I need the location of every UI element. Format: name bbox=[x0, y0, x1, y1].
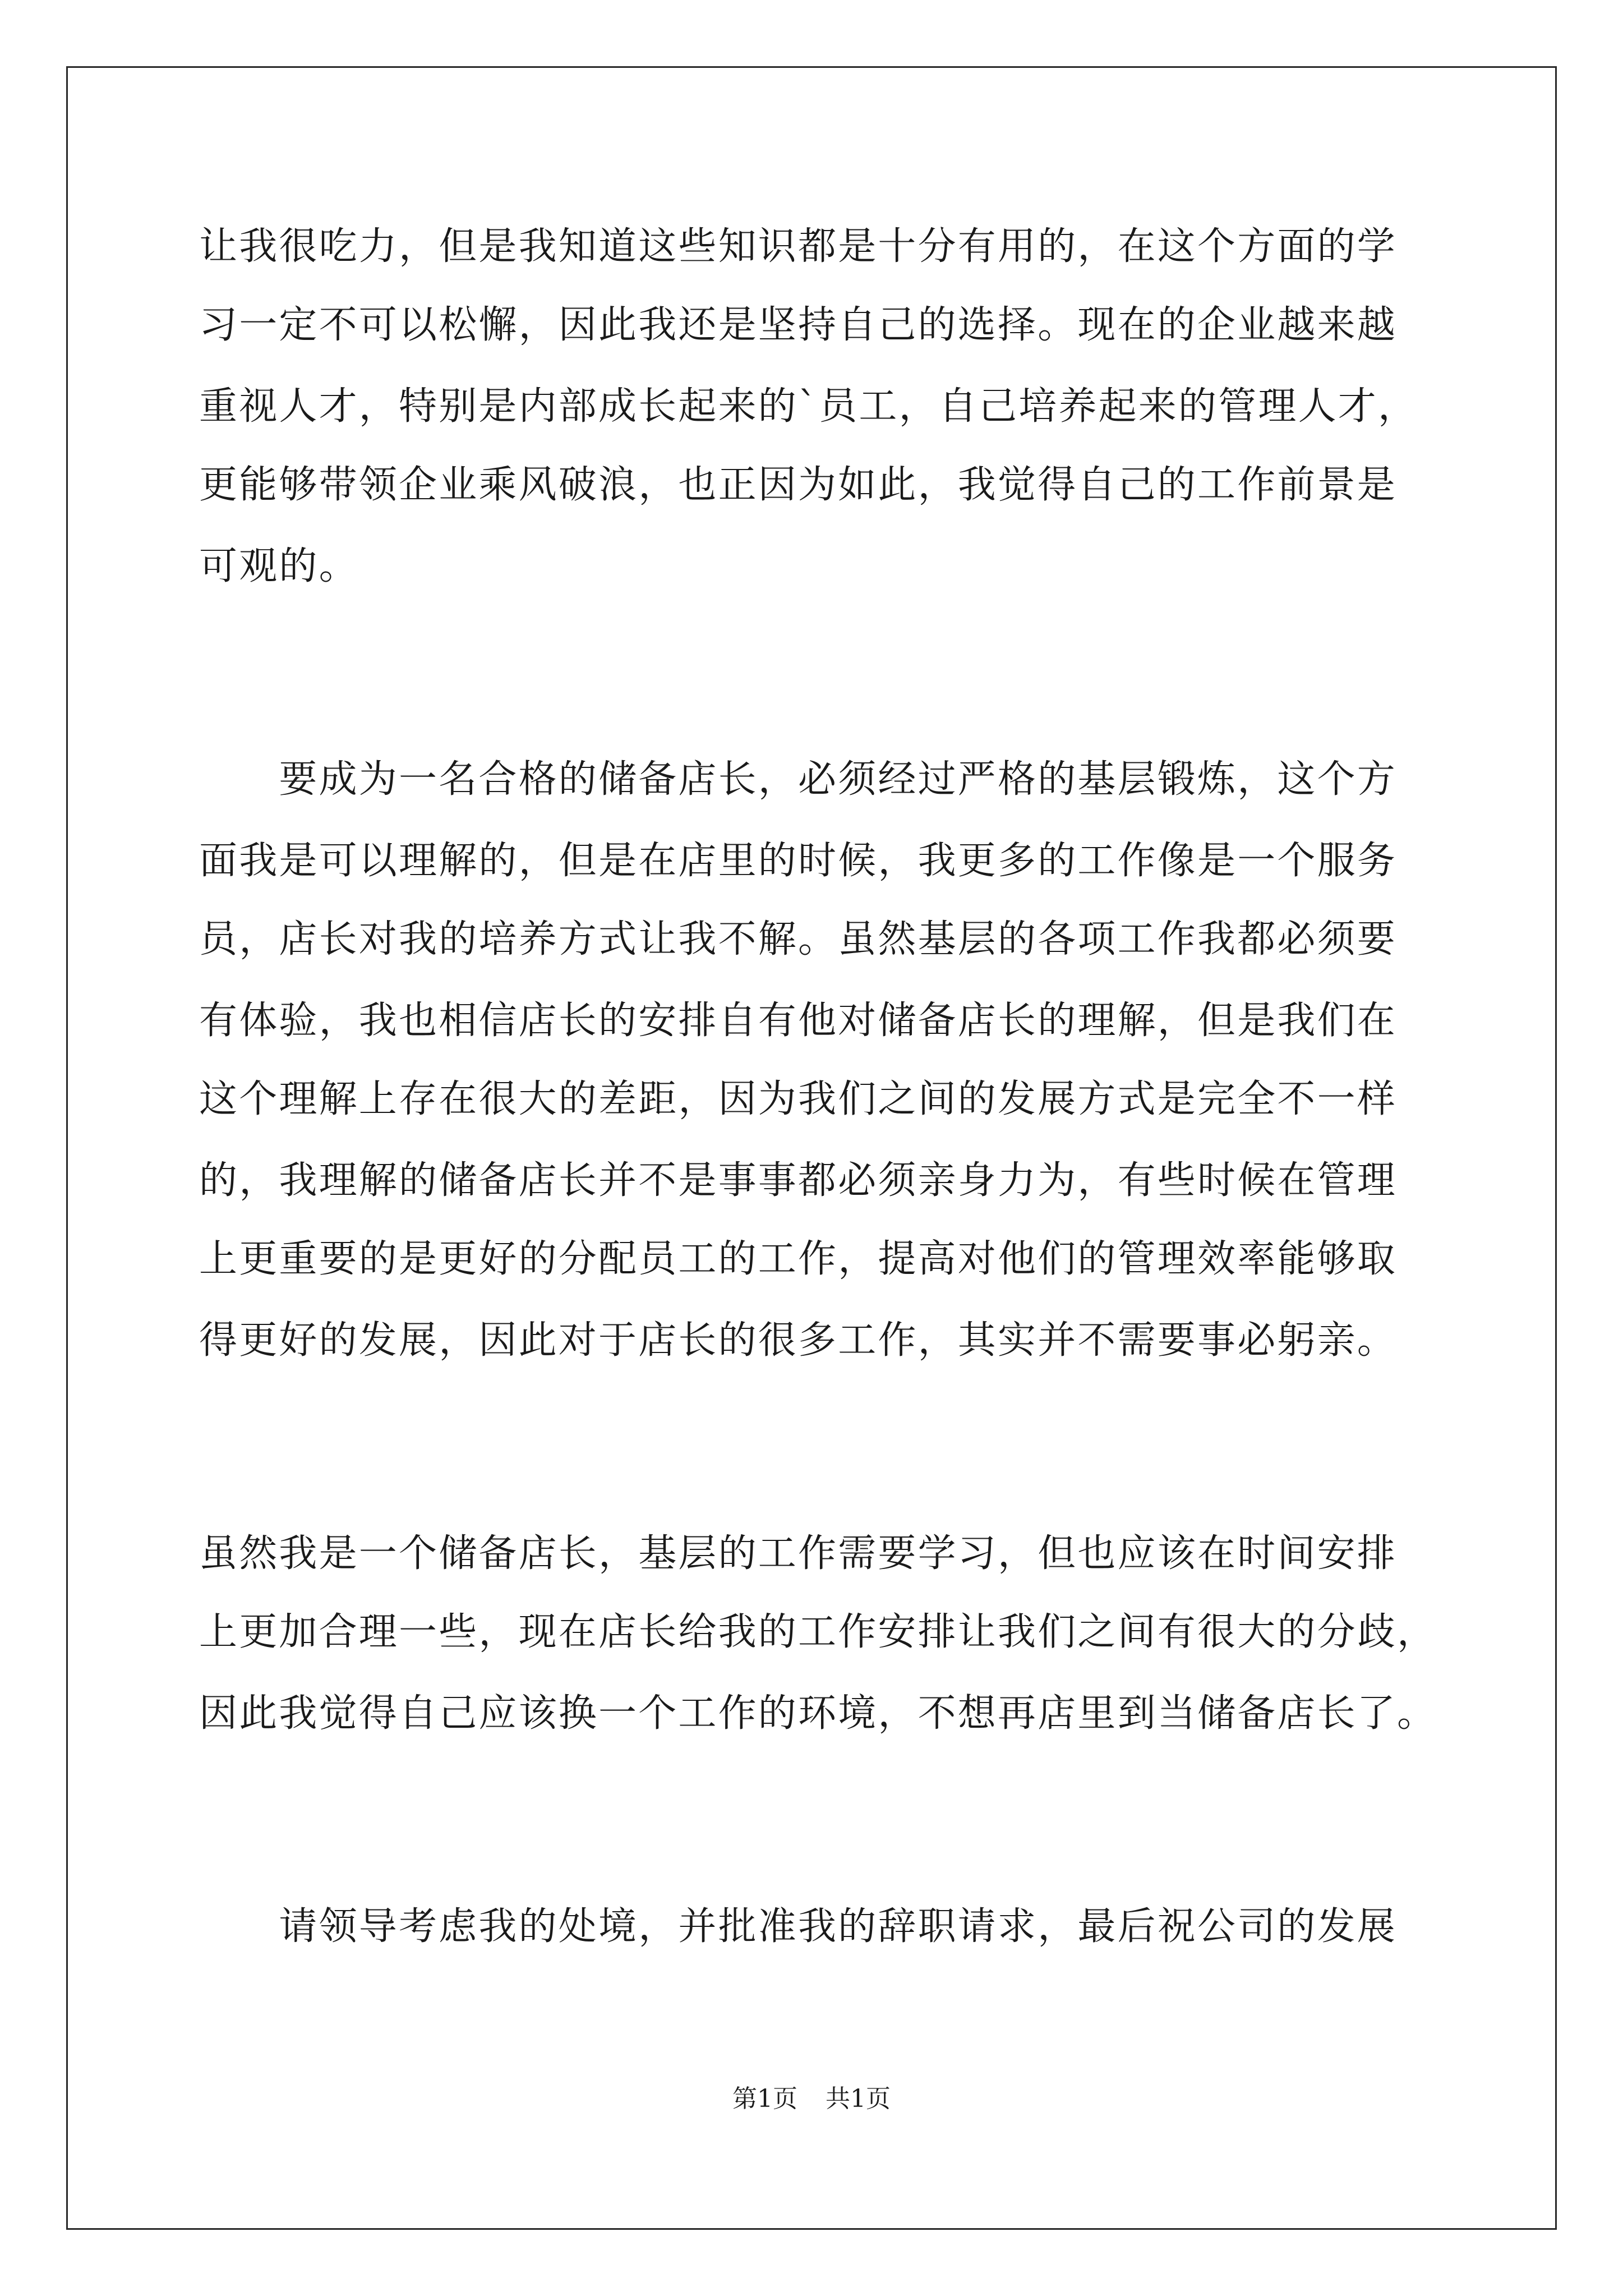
page-footer bbox=[0, 2082, 1623, 2116]
text-line: 得更好的发展，因此对于店长的很多工作，其实并不需要事必躬亲。 bbox=[199, 1318, 1398, 1363]
text-line: 这个理解上存在很大的差距，因为我们之间的发展方式是完全不一样 bbox=[199, 1077, 1398, 1121]
text-line: 面我是可以理解的，但是在店里的时候，我更多的工作像是一个服务 bbox=[199, 839, 1398, 883]
text-line: 让我很吃力，但是我知道这些知识都是十分有用的，在这个方面的学 bbox=[199, 224, 1398, 269]
text-line: 因此我觉得自己应该换一个工作的环境，不想再店里到当储备店长了。 bbox=[199, 1691, 1437, 1736]
text-line: 虽然我是一个储备店长，基层的工作需要学习，但也应该在时间安排 bbox=[199, 1531, 1398, 1576]
text-line: 可观的。 bbox=[199, 544, 359, 588]
page-number: 第1页 bbox=[732, 2085, 797, 2113]
text-line: 的，我理解的储备店长并不是事事都必须亲身力为，有些时候在管理 bbox=[199, 1158, 1398, 1203]
text-line: 要成为一名合格的储备店长，必须经过严格的基层锻炼，这个方 bbox=[199, 757, 1398, 802]
text-line: 上更加合理一些，现在店长给我的工作安排让我们之间有很大的分歧， bbox=[199, 1610, 1437, 1654]
text-line: 上更重要的是更好的分配员工的工作，提高对他们的管理效率能够取 bbox=[199, 1237, 1398, 1281]
page-total: 共1页 bbox=[826, 2085, 891, 2113]
text-line: 习一定不可以松懈，因此我还是坚持自己的选择。现在的企业越来越 bbox=[199, 303, 1398, 347]
text-line: 更能够带领企业乘风破浪，也正因为如此，我觉得自己的工作前景是 bbox=[199, 463, 1398, 507]
text-line: 重视人才，特别是内部成长起来的`员工，自己培养起来的管理人才， bbox=[199, 384, 1418, 429]
text-line: 有体验，我也相信店长的安排自有他对储备店长的理解，但是我们在 bbox=[199, 999, 1398, 1043]
text-line: 请领导考虑我的处境，并批准我的辞职请求，最后祝公司的发展 bbox=[199, 1904, 1398, 1949]
text-line: 员，店长对我的培养方式让我不解。虽然基层的各项工作我都必须要 bbox=[199, 917, 1398, 961]
